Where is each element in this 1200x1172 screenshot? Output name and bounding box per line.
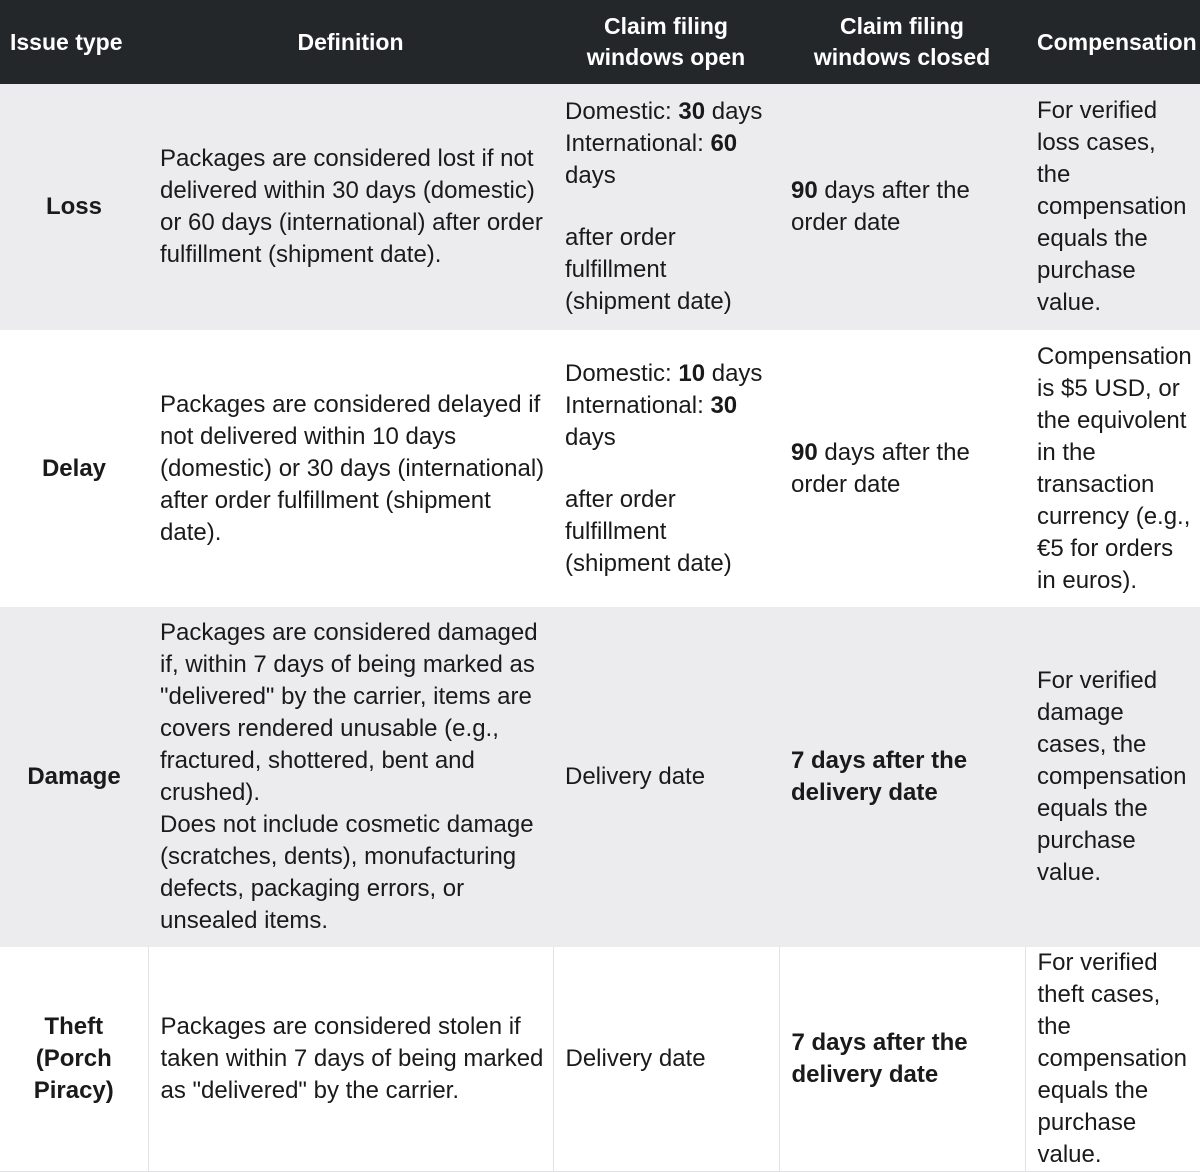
- header-issue-type: Issue type: [10, 28, 123, 55]
- table-row-loss: [0, 84, 1200, 330]
- header-window-open: Claim filing windows open: [586, 13, 746, 70]
- window-open-cell: Delivery date: [565, 763, 706, 790]
- window-open-cell: Domestic: 30 days International: 60 days after order fulfillment (shipment date): [565, 98, 763, 315]
- compensation-cell: Compensation is $5 USD, or the equivolent in the transaction currency (e.g., €5 for orders in euros).: [1037, 342, 1192, 594]
- header-window-closed: Claim filing windows closed: [813, 13, 991, 70]
- header-definition: Definition: [297, 28, 404, 55]
- header-row: [0, 0, 1200, 84]
- table-row-damage: [0, 607, 1200, 947]
- issue-type-cell: Damage: [27, 763, 121, 790]
- issue-type-cell: Delay: [41, 454, 107, 482]
- table-header: [0, 0, 1200, 84]
- table-row-theft: [0, 947, 1200, 1172]
- definition-cell: Packages are considered lost if not delivered within 30 days (domestic) or 60 days (international) after order fulfillment (shipment date).: [160, 145, 543, 268]
- window-closed-cell: 7 days after the delivery date: [791, 747, 968, 806]
- window-closed-cell: 90 days after the order date: [791, 438, 970, 498]
- definition-cell: Packages are considered stolen if taken within 7 days of being marked as "delivered" by the carrier.: [148, 947, 553, 1172]
- definition-cell: Packages are considered damaged if, within 7 days of being marked as "delivered" by the carrier, items are covers rendered unusable (e.g., fractured, shottered, bent and crushed). Does not include cosmetic damage (scratches, dents), monufacturing defects, packaging errors, or unsealed items.: [160, 619, 538, 934]
- compensation-cell: For verified damage cases, the compensation equals the purchase value.: [1037, 667, 1187, 886]
- compensation-cell: For verified loss cases, the compensation equals the purchase value.: [1037, 97, 1187, 316]
- window-open-cell: Domestic: 10 days International: 30 days after order fulfillment (shipment date): [565, 359, 763, 577]
- definition-cell: Packages are considered delayed if not delivered within 10 days (domestic) or 30 days (international) after order fulfillment (shipment date).: [160, 390, 545, 546]
- window-closed-cell: 90 days after the order date: [791, 177, 970, 236]
- window-closed-cell: 7 days after the delivery date: [779, 947, 1025, 1172]
- compensation-cell: For verified theft cases, the compensation equals the purchase value.: [1025, 947, 1200, 1172]
- issue-type-cell: Theft (Porch Piracy): [0, 947, 148, 1172]
- issue-type-cell: Loss: [45, 193, 102, 220]
- window-open-cell: Delivery date: [553, 947, 779, 1172]
- table-row-delay: [0, 330, 1200, 607]
- header-compensation: Compensation: [1037, 28, 1197, 55]
